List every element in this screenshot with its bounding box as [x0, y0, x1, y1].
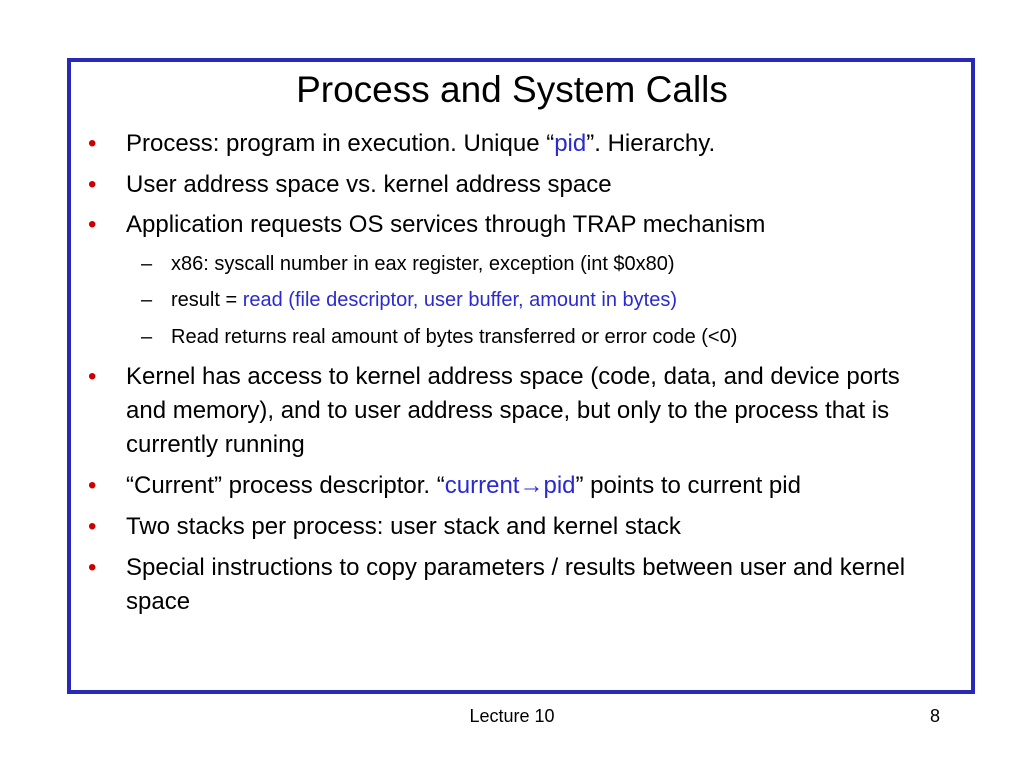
highlight-text: read (file descriptor, user buffer, amount in bytes): [242, 289, 677, 311]
bullet-item-two-stacks: [88, 510, 946, 544]
footer-lecture: Lecture 10: [469, 706, 555, 726]
bullet-text: Special instructions to copy parameters / results between user and kernel space: [126, 554, 906, 615]
bullet-item-current: [88, 469, 946, 503]
highlight-text: current: [444, 472, 520, 499]
bullet-text: Kernel has access to kernel address space (code, data, and device ports and memory), and to user address space, but only to the process that is currently running: [126, 363, 900, 458]
bullet-item-process: [88, 127, 946, 161]
sub-item-text: Read returns real amount of bytes transferred or error code (<0): [171, 326, 738, 348]
bullet-text: User address space vs. kernel address space: [126, 171, 612, 198]
bullet-text: Application requests OS services through TRAP mechanism: [126, 211, 766, 238]
footer-page-number: 8: [929, 706, 940, 726]
bullet-item-special-instructions: [88, 551, 946, 619]
bullet-item-kernel-access: [88, 360, 946, 462]
bullet-icon: •: [88, 171, 97, 198]
sub-item-text: x86: syscall number in eax register, exception (int $0x80): [171, 253, 675, 275]
arrow-right-icon: →: [519, 472, 544, 499]
sub-item-result: [141, 282, 951, 318]
dash-icon: –: [141, 326, 153, 348]
bullet-text: Two stacks per process: user stack and kernel stack: [126, 513, 681, 540]
highlight-text: pid: [543, 472, 576, 499]
bullet-icon: •: [88, 513, 97, 540]
bullet-icon: •: [88, 472, 97, 499]
bullet-text: Process: program in execution. Unique “: [126, 130, 555, 157]
bullet-icon: •: [88, 554, 97, 581]
sub-item-text: result =: [171, 289, 243, 311]
bullet-text: ”. Hierarchy.: [586, 130, 716, 157]
sub-item-read-returns: [141, 319, 951, 355]
slide-title: Process and System Calls: [296, 69, 728, 110]
dash-icon: –: [141, 289, 153, 311]
highlight-text: pid: [554, 130, 587, 157]
bullet-icon: •: [88, 130, 97, 157]
bullet-item-trap: [88, 208, 946, 242]
bullet-icon: •: [88, 211, 97, 238]
sub-item-x86: [141, 246, 951, 282]
bullet-text: “Current” process descriptor. “: [126, 472, 445, 499]
bullet-icon: •: [88, 363, 97, 390]
bullet-item-address-space: [88, 168, 946, 202]
dash-icon: –: [141, 253, 153, 275]
bullet-text: ” points to current pid: [575, 472, 801, 499]
